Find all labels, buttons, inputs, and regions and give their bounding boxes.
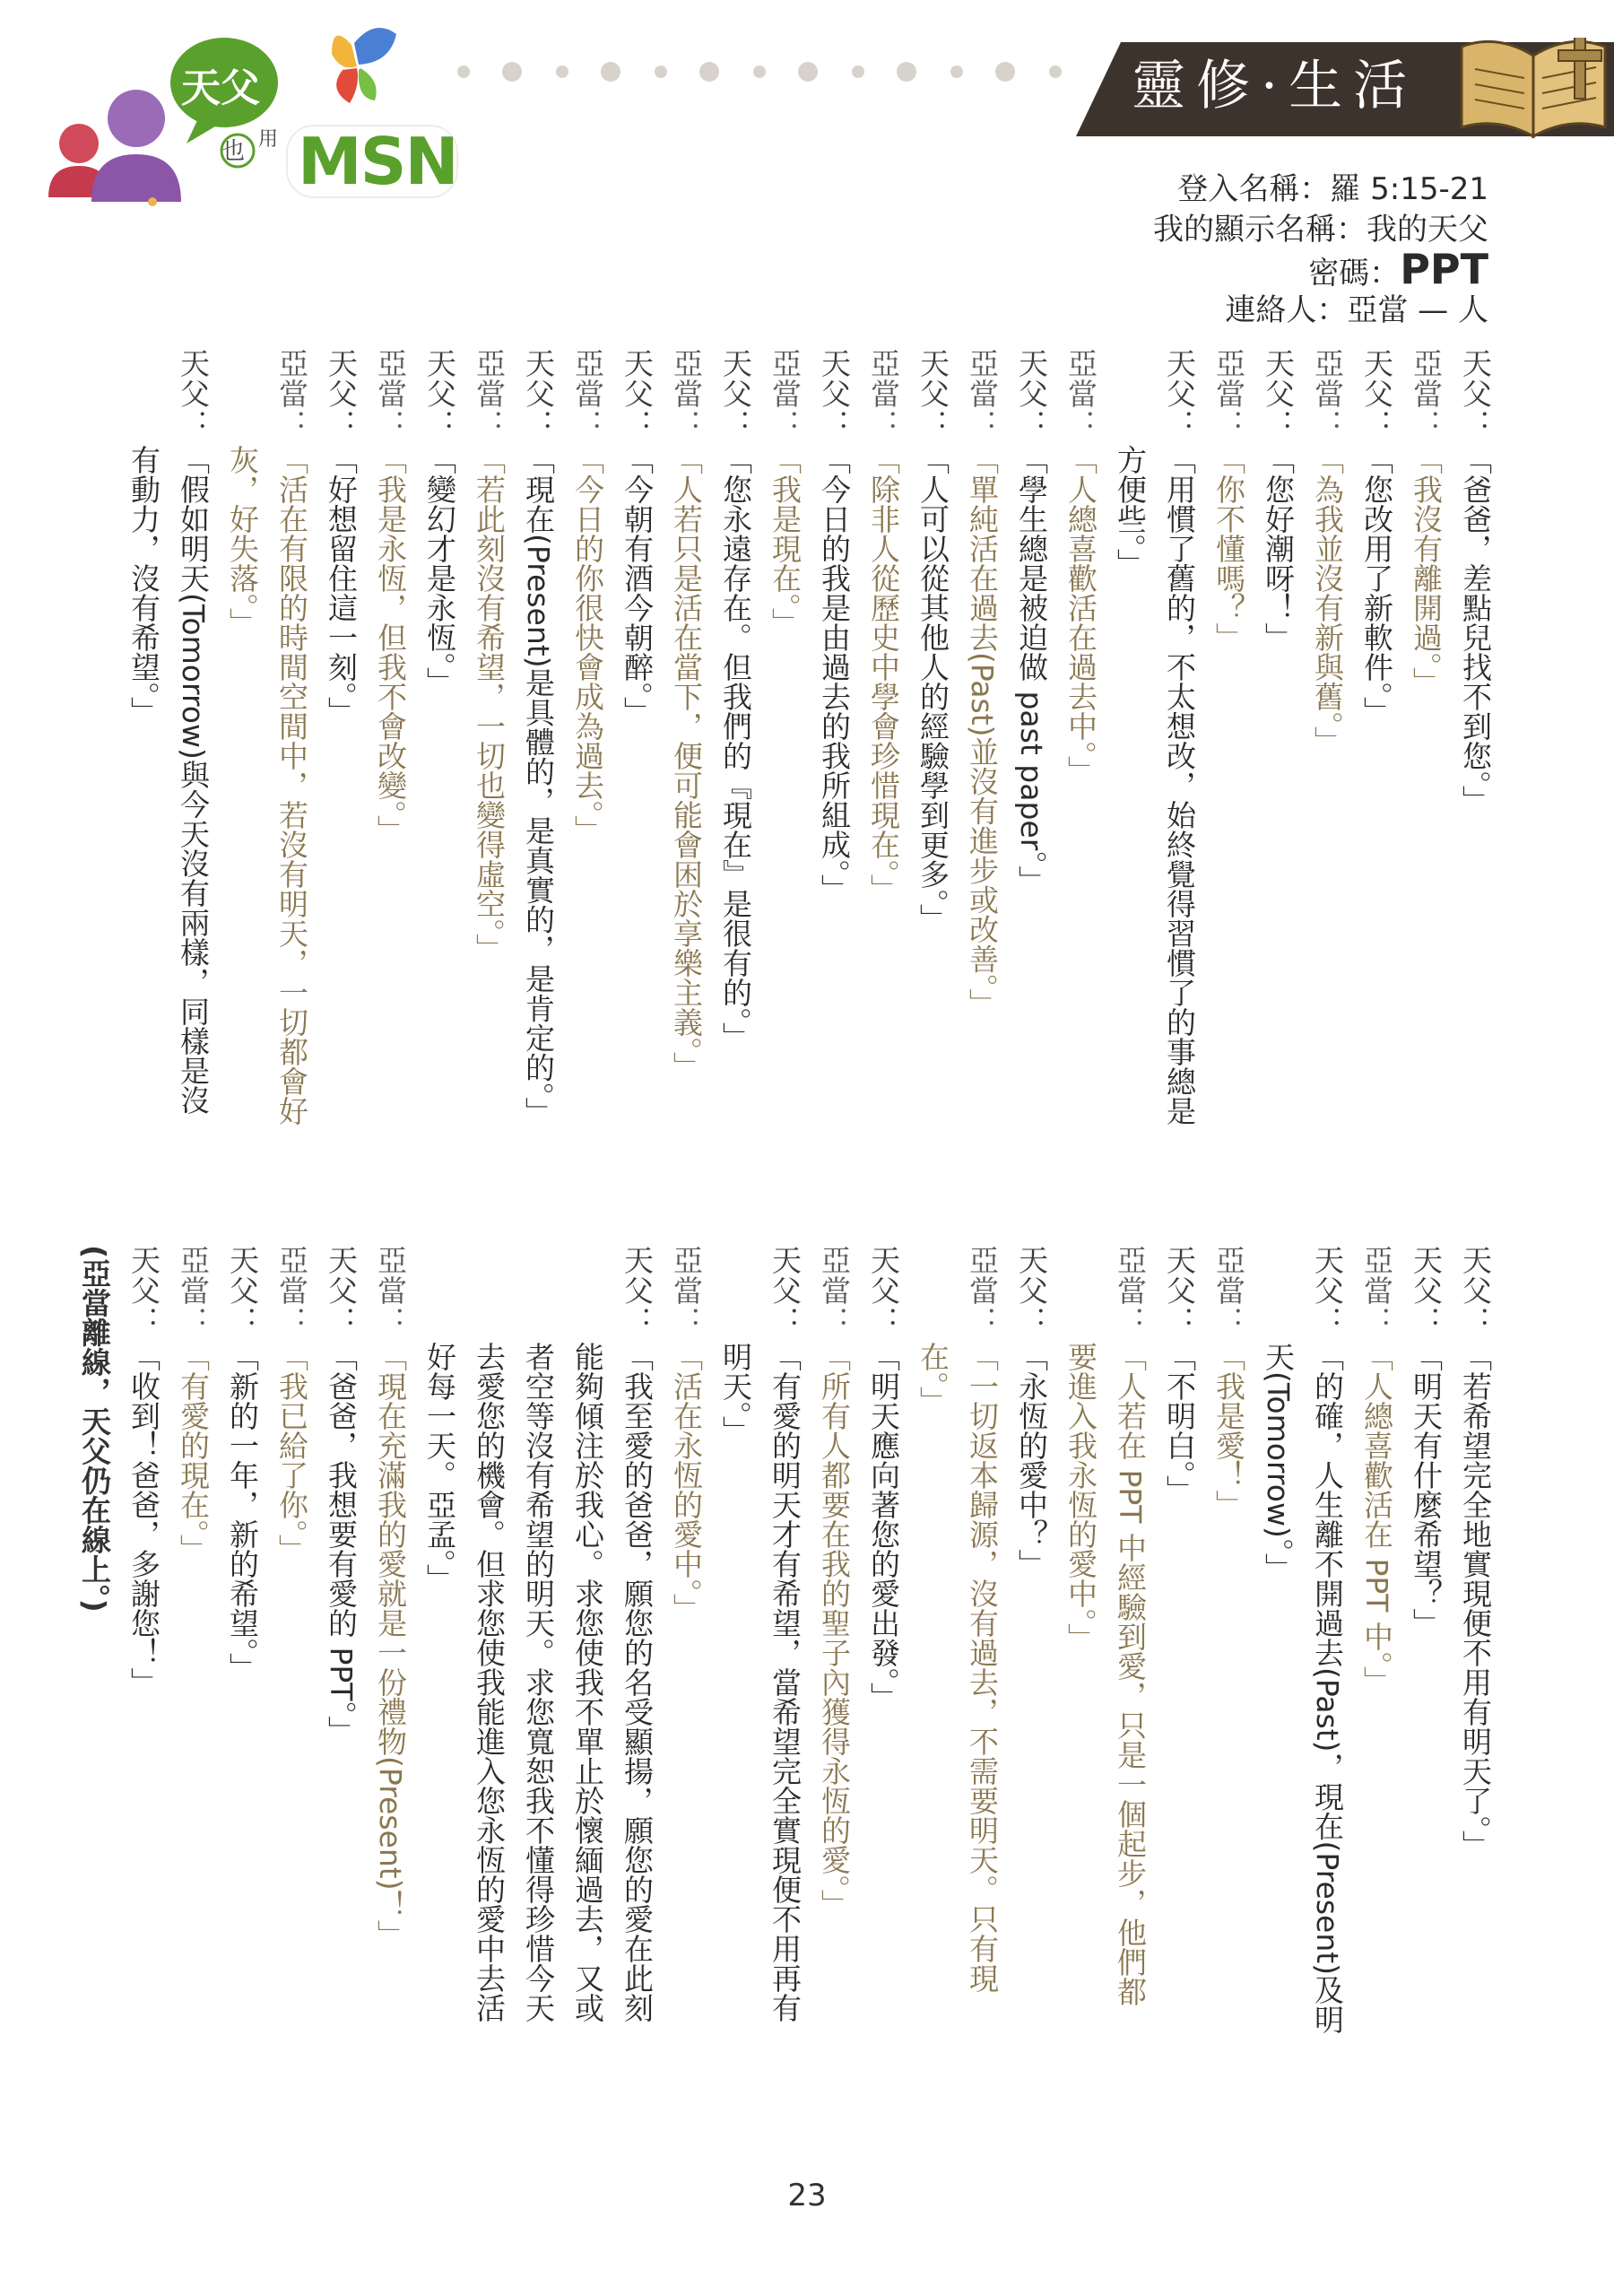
dialogue-line [318,348,363,1173]
display-name-label: 我的顯示名稱： [1153,212,1367,248]
dialogue-text: 「人若只是活在當下，便可能會困於享樂主義。」 [669,445,704,1082]
contact-value: 亞當 — 人 [1347,292,1488,328]
speaker-label: 亞當： [570,348,605,439]
speaker-label: 亞當： [1113,1245,1148,1336]
speaker-label: 亞當： [373,1245,408,1336]
speaker-label: 亞當： [965,348,1000,439]
dialogue-text: 「若希望完全地實現便不用有明天了。」 [1458,1342,1493,1860]
speaker-label: 亞當： [817,1245,852,1336]
dialogue-line [1107,348,1152,1173]
dialogue-line [170,348,215,1173]
speaker-label: 天父： [1409,1245,1444,1336]
dialogue-text: 「為我並沒有新與舊。」 [1310,445,1345,756]
dialogue-text: 「收到！爸爸，多謝您！」 [126,1342,161,1697]
dialogue-text: 「永恆的愛中？」 [1014,1342,1049,1578]
dialogue-line [269,1245,314,2106]
speaker-label [220,348,265,445]
logo-text-brand: MSN [298,124,457,199]
password-value: PPT [1400,245,1488,293]
speaker-label: 亞當： [472,348,507,439]
dialogue-text: 「今日的我是由過去的我所組成。」 [817,445,852,904]
dialogue-line [1305,1245,1349,2106]
speaker-label [910,1245,955,1342]
page-number: 23 [787,2178,827,2213]
dialogue-text: 「人可以從其他人的經驗學到更多。」 [915,445,950,934]
dialogue-line [959,348,1004,1173]
msn-logo [36,18,466,215]
dialogue-text: 「我是永恆，但我不會改變。」 [373,445,408,845]
dialogue-text: 好每一天。亞孟。」 [422,1342,457,1594]
speaker-label [417,1245,462,1342]
speaker-label: 天父： [620,1245,655,1336]
speaker-label [466,1245,511,1342]
dialogue-line [614,348,659,1173]
dialogue-text: 「你不懂嗎？」 [1211,445,1246,652]
dialogue-line [516,1245,560,2106]
speaker-label: 亞當： [1211,1245,1246,1336]
login-name-label: 登入名稱： [1177,171,1331,207]
password-row [1308,244,1488,296]
dialogue-text: 「單純活在過去(Past)並沒有進步或改善。」 [965,445,1000,1019]
login-name-value: 羅 5:15-21 [1330,171,1488,207]
speaker-label [565,1245,610,1342]
dialogue-text: 「爸爸，差點兒找不到您。」 [1458,445,1493,815]
speaker-label: 天父： [718,348,753,439]
dialogue-line [811,1245,856,2106]
dialogue-text: 「我是現在。」 [768,445,803,638]
speaker-label: 亞當： [866,348,901,439]
speaker-label [516,1245,560,1342]
speaker-label: 亞當： [669,1245,704,1336]
speaker-label: 亞當： [274,1245,309,1336]
dialogue-block-bottom [67,1245,1497,2106]
dialogue-line [664,1245,708,2106]
speaker-label: 天父： [1162,348,1197,439]
dialogue-text: 「一切返本歸源，沒有過去，不需要明天。只有現 [965,1342,1000,1993]
display-name-value: 我的天父 [1367,212,1488,248]
speaker-label: 亞當： [768,348,803,439]
dialogue-line [861,348,906,1173]
dialogue-text: 有動力，沒有希望。」 [126,445,161,726]
speaker-label: 亞當： [274,348,309,439]
dialogue-line [713,1245,758,2106]
dialogue-text: 「不明白。」 [1162,1342,1197,1505]
dialogue-line [1255,348,1300,1173]
dialogue-line [910,1245,955,2106]
dialogue-line [121,1245,166,2106]
speaker-label: 天父： [324,348,359,439]
speaker-label: 天父： [866,1245,901,1336]
dialogue-line [959,1245,1004,2106]
speaker-label: 天父： [768,1245,803,1336]
dialogue-text: 「您改用了新軟件。」 [1359,445,1394,726]
dialogue-line [861,1245,906,2106]
dialogue-line [1058,348,1103,1173]
dialogue-line [368,348,412,1173]
dialogue-text: 「我是愛！」 [1211,1342,1246,1519]
dialogue-line [1009,1245,1054,2106]
dialogue-text: 灰，好失落。」 [225,445,260,638]
speaker-label: 天父： [422,348,457,439]
speaker-label: 天父： [1310,1245,1345,1336]
speaker-label: 天父： [324,1245,359,1336]
dialogue-text: 天(Tomorrow)。」 [1261,1342,1296,1583]
speaker-label: 天父： [225,1245,260,1336]
speaker-label: 天父： [521,348,556,439]
dialogue-line [1453,1245,1497,2106]
section-title: 靈修·生活 [1132,55,1419,117]
dialogue-text: 「用慣了舊的，不太想改，始終覺得習慣了的事總是 [1162,445,1197,1126]
dialogue-text: 去愛您的機會。但求您使我能進入您永恆的愛中去活 [472,1342,507,2022]
dialogue-line [1058,1245,1103,2106]
dialogue-text: 要進入我永恆的愛中。」 [1063,1342,1098,1653]
dialogue-text: 在。」 [915,1342,950,1416]
speaker-label [1255,1245,1300,1342]
dialogue-text: 「我沒有離開過。」 [1409,445,1444,697]
speaker-label: 亞當： [1063,348,1098,439]
speaker-label: 亞當： [1211,348,1246,439]
speaker-label: 亞當： [669,348,704,439]
speaker-label: 天父： [915,348,950,439]
password-label: 密碼： [1308,256,1401,291]
dialogue-text: 「的確，人生離不開過去(Past)，現在(Present)及明 [1310,1342,1345,2035]
dialogue-text: 「有愛的現在。」 [176,1342,211,1564]
dialogue-line [1255,1245,1300,2106]
dialogue-line [368,1245,412,2106]
logo-text-father: 天父 [181,65,260,111]
dialogue-line [565,348,610,1173]
dialogue-text: 「人若在 PPT 中經驗到愛，只是一個起步，他們都 [1113,1342,1148,2006]
dialogue-line [121,348,166,1173]
dialogue-line [220,348,265,1173]
dialogue-line [417,1245,462,2106]
dialogue-text: 「現在(Present)是具體的，是真實的，是肯定的。」 [521,445,556,1127]
speaker-label: 天父： [1458,1245,1493,1336]
dialogue-line [762,1245,807,2106]
contact-row [1225,291,1488,330]
dialogue-text: 「所有人都要在我的聖子內獲得永恆的愛。」 [817,1342,852,1919]
speaker-label: 天父： [1014,1245,1049,1336]
dialogue-line [1354,1245,1399,2106]
dialogue-line [1453,348,1497,1173]
dialogue-line [1206,1245,1251,2106]
dialogue-line [762,348,807,1173]
speaker-label: 天父： [176,348,211,439]
speaker-label [1058,1245,1103,1342]
speaker-label: 亞當： [1310,348,1345,439]
dialogue-line [713,348,758,1173]
dialogue-text: 明天。」 [718,1342,753,1446]
dialogue-line [1157,1245,1202,2106]
dialogue-line [417,348,462,1173]
logo-text-also: 也 [221,138,246,165]
dialogue-line [1206,348,1251,1173]
dialogue-line [269,348,314,1173]
dialogue-line [614,1245,659,2106]
dialogue-line [318,1245,363,2106]
dialogue-line [466,348,511,1173]
speaker-label: 亞當： [1359,1245,1394,1336]
dialogue-text: 「假如明天(Tomorrow)與今天沒有兩樣，同樣是沒 [176,445,211,1115]
dialogue-text: 「您好潮呀！」 [1261,445,1296,652]
speaker-label: 天父： [1458,348,1493,439]
contact-label: 連絡人： [1225,292,1348,328]
speaker-label: 亞當： [176,1245,211,1336]
dialogue-text: 「您永遠存在。但我們的『現在』是很有的。」 [718,445,753,1052]
dialogue-line [1403,1245,1448,2106]
dialogue-text: 「變幻才是永恆。」 [422,445,457,697]
dialogue-line [220,1245,265,2106]
dialogue-text: 者空等沒有希望的明天。求您寬恕我不懂得珍惜今天 [521,1342,556,2022]
dialogue-text: 「學生總是被迫做 past paper。」 [1014,445,1049,895]
dialogue-line [664,348,708,1173]
logo-text-use: 用 [258,128,279,151]
dialogue-text: 「新的一年，新的希望。」 [225,1342,260,1683]
speaker-label [713,1245,758,1342]
dialogue-text: 「今朝有酒今朝醉。」 [620,445,655,726]
dialogue-text: 「爸爸，我想要有愛的 PPT。」 [324,1342,359,1745]
dialogue-line [1009,348,1054,1173]
dialogue-line [1354,348,1399,1173]
speaker-label [121,348,166,445]
dialogue-text: 能夠傾注於我心。求您使我不單止於懷緬過去，又或 [570,1342,605,2022]
dialogue-text: 「有愛的明天才有希望，當希望完全實現便不用再有 [768,1342,803,2022]
dialogue-line [1107,1245,1152,2106]
dialogue-line [1157,348,1202,1173]
dialogue-text: 「明天應向著您的愛出發。」 [866,1342,901,1712]
dialogue-text: 方便些。」 [1113,445,1148,578]
speaker-label: 天父： [1359,348,1394,439]
dialogue-text: 「人總喜歡活在過去中。」 [1063,445,1098,786]
dialogue-text: 「除非人從歷史中學會珍惜現在。」 [866,445,901,904]
dialogue-text: 「人總喜歡活在 PPT 中。」 [1359,1342,1394,1696]
speaker-label: 亞當： [965,1245,1000,1336]
dialogue-line [910,348,955,1173]
dialogue-line [466,1245,511,2106]
dialogue-text: 「活在有限的時間空間中，若沒有明天，一切都會好 [274,445,309,1126]
speaker-label: 天父： [1162,1245,1197,1336]
login-name-row [1177,170,1488,209]
dialogue-text: 「活在永恆的愛中。」 [669,1342,704,1623]
dialogue-text: 「我至愛的爸爸，願您的名受顯揚，願您的愛在此刻 [620,1342,655,2022]
speaker-label: 亞當： [373,348,408,439]
speaker-label: 天父： [126,1245,161,1336]
speaker-label: 天父： [620,348,655,439]
dialogue-text: 「明天有什麼希望？」 [1409,1342,1444,1638]
dialogue-text: 「我已給了你。」 [274,1342,309,1564]
speaker-label: 亞當： [1409,348,1444,439]
dialogue-text: 「今日的你很快會成為過去。」 [570,445,605,845]
speaker-label: 天父： [1261,348,1296,439]
dialogue-block-top [117,348,1497,1173]
decorative-dots [457,61,1085,83]
dialogue-line [1305,348,1349,1173]
dialogue-line [516,348,560,1173]
speaker-label: 天父： [1014,348,1049,439]
dialogue-line [811,348,856,1173]
dialogue-line [72,1245,117,2106]
dialogue-text: 「好想留住這一刻。」 [324,445,359,726]
dialogue-line [1403,348,1448,1173]
dialogue-text: 「若此刻沒有希望，一切也變得虛空。」 [472,445,507,963]
speaker-label: 天父： [817,348,852,439]
dialogue-line [170,1245,215,2106]
dialogue-line [565,1245,610,2106]
speaker-label [1107,348,1152,445]
dialogue-text: 「現在充滿我的愛就是一份禮物(Present)！」 [373,1342,408,1950]
dialogue-text: (亞當離線，天父仍在線上。) [77,1245,112,1613]
